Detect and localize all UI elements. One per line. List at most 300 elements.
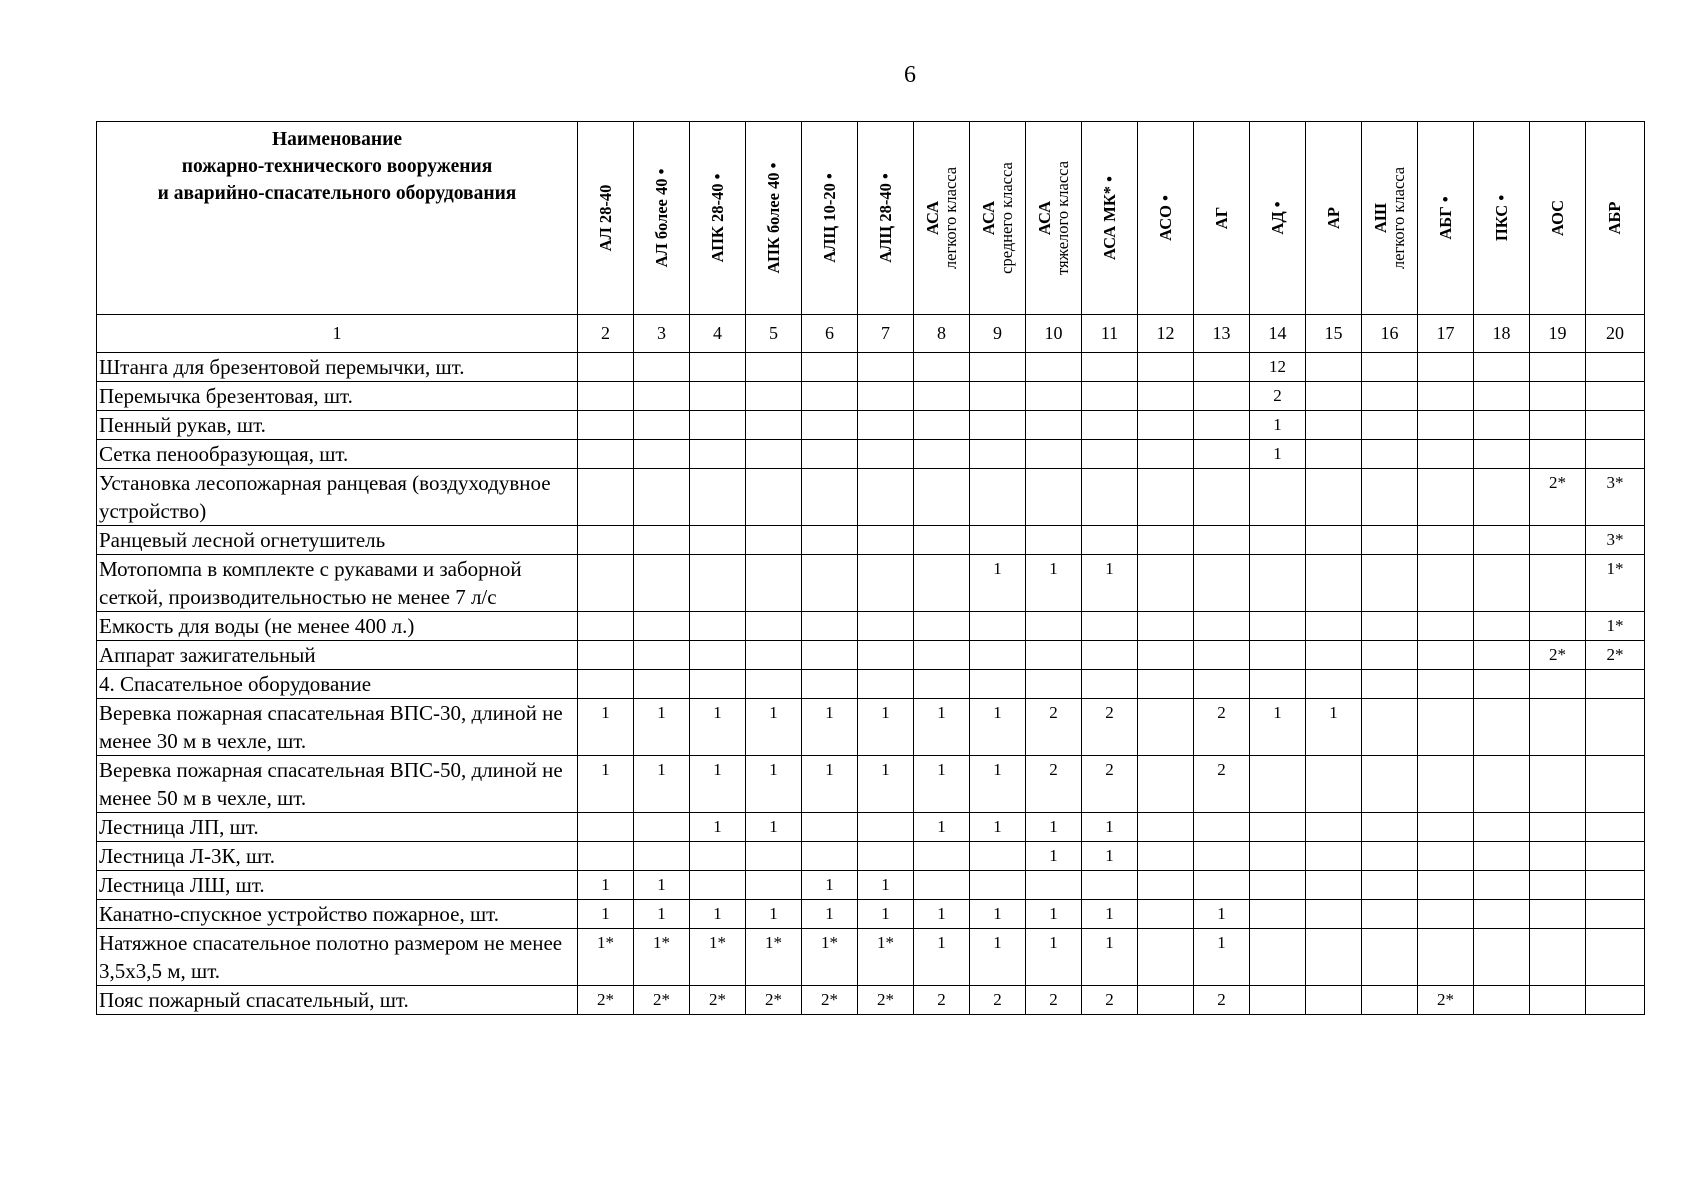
quantity-cell bbox=[1586, 986, 1645, 1015]
quantity-cell: 1 bbox=[634, 871, 690, 900]
vehicle-column-label-line: АЛЦ 10-20 • bbox=[819, 173, 839, 263]
column-number: 3 bbox=[634, 315, 690, 353]
vehicle-column-header bbox=[690, 122, 746, 315]
vehicle-column-header bbox=[802, 122, 858, 315]
quantity-cell bbox=[1418, 382, 1474, 411]
quantity-cell: 1 bbox=[802, 756, 858, 813]
quantity-cell bbox=[858, 555, 914, 612]
vehicle-column-label-line: АГ bbox=[1211, 206, 1231, 230]
quantity-cell bbox=[1306, 929, 1362, 986]
quantity-cell bbox=[1474, 670, 1530, 699]
quantity-cell: 1 bbox=[578, 699, 634, 756]
quantity-cell bbox=[970, 382, 1026, 411]
quantity-cell: 1 bbox=[858, 699, 914, 756]
quantity-cell: 1 bbox=[802, 900, 858, 929]
quantity-cell bbox=[1138, 813, 1194, 842]
quantity-cell bbox=[802, 411, 858, 440]
quantity-cell bbox=[1082, 469, 1138, 526]
quantity-cell: 1 bbox=[970, 699, 1026, 756]
quantity-cell bbox=[1362, 900, 1418, 929]
item-name: Штанга для брезентовой перемычки, шт. bbox=[97, 353, 578, 382]
quantity-cell: 2 bbox=[1026, 986, 1082, 1015]
vehicle-column-label-line: АСА bbox=[922, 200, 942, 236]
quantity-cell bbox=[1138, 929, 1194, 986]
quantity-cell bbox=[858, 440, 914, 469]
quantity-cell bbox=[1194, 440, 1250, 469]
quantity-cell bbox=[1474, 756, 1530, 813]
vehicle-column-label-line: АБР bbox=[1605, 201, 1624, 235]
vehicle-column-label bbox=[653, 169, 671, 268]
quantity-cell: 2* bbox=[746, 986, 802, 1015]
vehicle-column-header bbox=[634, 122, 690, 315]
quantity-cell bbox=[1530, 756, 1586, 813]
quantity-cell bbox=[1026, 382, 1082, 411]
quantity-cell bbox=[1362, 382, 1418, 411]
item-name: Пенный рукав, шт. bbox=[97, 411, 578, 440]
vehicle-column-label bbox=[1157, 195, 1175, 241]
column-number: 15 bbox=[1306, 315, 1362, 353]
page-number: 6 bbox=[904, 62, 916, 88]
quantity-cell: 1 bbox=[578, 900, 634, 929]
quantity-cell: 1 bbox=[1026, 900, 1082, 929]
quantity-cell bbox=[970, 612, 1026, 641]
table-row bbox=[97, 382, 1645, 411]
quantity-cell bbox=[1250, 756, 1306, 813]
quantity-cell bbox=[970, 871, 1026, 900]
table-body bbox=[97, 353, 1645, 1015]
quantity-cell bbox=[578, 641, 634, 670]
quantity-cell bbox=[1474, 555, 1530, 612]
quantity-cell bbox=[1474, 382, 1530, 411]
quantity-cell bbox=[1194, 641, 1250, 670]
section-title: 4. Спасательное оборудование bbox=[97, 670, 578, 699]
table-row bbox=[97, 871, 1645, 900]
quantity-cell bbox=[1250, 813, 1306, 842]
vehicle-column-label-line: АЛ более 40 • bbox=[651, 168, 671, 268]
header-row bbox=[97, 122, 1645, 315]
quantity-cell bbox=[1530, 353, 1586, 382]
table-row bbox=[97, 986, 1645, 1015]
quantity-cell bbox=[914, 641, 970, 670]
item-name: Пояс пожарный спасательный, шт. bbox=[97, 986, 578, 1015]
item-name: Лестница ЛШ, шт. bbox=[97, 871, 578, 900]
quantity-cell bbox=[1194, 842, 1250, 871]
quantity-cell bbox=[1362, 986, 1418, 1015]
quantity-cell bbox=[970, 440, 1026, 469]
quantity-cell bbox=[1194, 353, 1250, 382]
quantity-cell bbox=[1250, 670, 1306, 699]
quantity-cell bbox=[634, 411, 690, 440]
quantity-cell bbox=[746, 440, 802, 469]
quantity-cell bbox=[1362, 842, 1418, 871]
quantity-cell bbox=[1138, 641, 1194, 670]
column-number: 5 bbox=[746, 315, 802, 353]
quantity-cell bbox=[1474, 929, 1530, 986]
quantity-cell bbox=[1418, 353, 1474, 382]
quantity-cell: 2 bbox=[1194, 756, 1250, 813]
quantity-cell bbox=[1250, 555, 1306, 612]
quantity-cell bbox=[1082, 440, 1138, 469]
column-number: 16 bbox=[1362, 315, 1418, 353]
quantity-cell bbox=[858, 411, 914, 440]
quantity-cell bbox=[1474, 641, 1530, 670]
quantity-cell bbox=[634, 813, 690, 842]
quantity-cell: 2 bbox=[1194, 699, 1250, 756]
quantity-cell: 1 bbox=[1250, 411, 1306, 440]
quantity-cell bbox=[1586, 756, 1645, 813]
quantity-cell: 12 bbox=[1250, 353, 1306, 382]
quantity-cell bbox=[746, 526, 802, 555]
item-name: Веревка пожарная спасательная ВПС-50, длиной не менее 50 м в чехле, шт. bbox=[97, 756, 578, 813]
quantity-cell: 2* bbox=[1530, 641, 1586, 670]
quantity-cell bbox=[578, 813, 634, 842]
vehicle-column-header bbox=[1474, 122, 1530, 315]
quantity-cell bbox=[578, 526, 634, 555]
quantity-cell: 1* bbox=[802, 929, 858, 986]
quantity-cell: 1 bbox=[1082, 555, 1138, 612]
quantity-cell bbox=[578, 612, 634, 641]
quantity-cell bbox=[802, 353, 858, 382]
quantity-cell bbox=[1306, 353, 1362, 382]
vehicle-column-header bbox=[1026, 122, 1082, 315]
quantity-cell bbox=[1138, 612, 1194, 641]
quantity-cell: 1 bbox=[690, 900, 746, 929]
quantity-cell bbox=[690, 641, 746, 670]
quantity-cell bbox=[746, 555, 802, 612]
quantity-cell bbox=[1530, 699, 1586, 756]
quantity-cell bbox=[1194, 411, 1250, 440]
quantity-cell bbox=[1138, 526, 1194, 555]
quantity-cell bbox=[1418, 756, 1474, 813]
quantity-cell: 1 bbox=[970, 813, 1026, 842]
vehicle-column-label bbox=[709, 174, 727, 263]
quantity-cell bbox=[1082, 641, 1138, 670]
quantity-cell bbox=[1362, 526, 1418, 555]
quantity-cell bbox=[746, 842, 802, 871]
quantity-cell: 1 bbox=[634, 699, 690, 756]
quantity-cell: 2 bbox=[914, 986, 970, 1015]
quantity-cell bbox=[1306, 469, 1362, 526]
table-row bbox=[97, 555, 1645, 612]
quantity-cell: 1 bbox=[914, 813, 970, 842]
quantity-cell: 1 bbox=[970, 900, 1026, 929]
quantity-cell bbox=[1250, 641, 1306, 670]
vehicle-column-label-line: АЛЦ 28-40 • bbox=[875, 173, 895, 263]
quantity-cell bbox=[1250, 469, 1306, 526]
quantity-cell bbox=[1418, 641, 1474, 670]
vehicle-column-label-line: среднего класса bbox=[996, 162, 1016, 274]
quantity-cell: 2* bbox=[690, 986, 746, 1015]
quantity-cell: 1 bbox=[802, 871, 858, 900]
quantity-cell bbox=[1362, 440, 1418, 469]
vehicle-column-header bbox=[746, 122, 802, 315]
quantity-cell bbox=[1138, 871, 1194, 900]
quantity-cell bbox=[914, 382, 970, 411]
quantity-cell bbox=[1138, 986, 1194, 1015]
table-row bbox=[97, 842, 1645, 871]
quantity-cell bbox=[1082, 670, 1138, 699]
quantity-cell bbox=[802, 842, 858, 871]
quantity-cell bbox=[1138, 382, 1194, 411]
quantity-cell bbox=[1250, 986, 1306, 1015]
quantity-cell: 1 bbox=[914, 900, 970, 929]
quantity-cell bbox=[970, 670, 1026, 699]
quantity-cell bbox=[1474, 699, 1530, 756]
quantity-cell bbox=[690, 440, 746, 469]
item-name: Перемычка брезентовая, шт. bbox=[97, 382, 578, 411]
quantity-cell: 3* bbox=[1586, 469, 1645, 526]
column-number: 2 bbox=[578, 315, 634, 353]
item-name: Лестница Л-3К, шт. bbox=[97, 842, 578, 871]
quantity-cell bbox=[1586, 929, 1645, 986]
vehicle-column-label-line: АПК более 40 • bbox=[763, 162, 783, 274]
quantity-cell bbox=[1082, 353, 1138, 382]
vehicle-column-label-line: легкого класса bbox=[1388, 166, 1408, 270]
quantity-cell bbox=[578, 555, 634, 612]
name-header-line: пожарно-технического вооружения bbox=[181, 156, 493, 177]
quantity-cell: 1 bbox=[970, 756, 1026, 813]
vehicle-column-label bbox=[924, 167, 960, 269]
quantity-cell bbox=[1530, 813, 1586, 842]
quantity-cell: 1 bbox=[1082, 929, 1138, 986]
quantity-cell bbox=[802, 612, 858, 641]
quantity-cell bbox=[1026, 871, 1082, 900]
vehicle-column-label-line: АПК 28-40 • bbox=[707, 173, 727, 263]
vehicle-column-label-line: АСА bbox=[1034, 200, 1054, 236]
quantity-cell bbox=[858, 813, 914, 842]
quantity-cell bbox=[634, 382, 690, 411]
quantity-cell bbox=[578, 440, 634, 469]
quantity-cell bbox=[1306, 842, 1362, 871]
quantity-cell bbox=[802, 670, 858, 699]
quantity-cell bbox=[858, 526, 914, 555]
quantity-cell bbox=[1306, 900, 1362, 929]
column-number: 6 bbox=[802, 315, 858, 353]
quantity-cell: 1 bbox=[746, 900, 802, 929]
table-row bbox=[97, 353, 1645, 382]
quantity-cell bbox=[1138, 353, 1194, 382]
quantity-cell bbox=[1586, 411, 1645, 440]
quantity-cell bbox=[1362, 641, 1418, 670]
vehicle-column-header bbox=[1418, 122, 1474, 315]
quantity-cell bbox=[858, 612, 914, 641]
quantity-cell bbox=[1586, 813, 1645, 842]
quantity-cell bbox=[1082, 382, 1138, 411]
vehicle-column-header bbox=[970, 122, 1026, 315]
quantity-cell: 1 bbox=[634, 900, 690, 929]
quantity-cell bbox=[1586, 670, 1645, 699]
quantity-cell: 2* bbox=[802, 986, 858, 1015]
quantity-cell: 1 bbox=[914, 756, 970, 813]
quantity-cell: 1 bbox=[858, 756, 914, 813]
quantity-cell bbox=[1306, 555, 1362, 612]
column-number: 19 bbox=[1530, 315, 1586, 353]
quantity-cell: 1* bbox=[858, 929, 914, 986]
quantity-cell: 1 bbox=[858, 900, 914, 929]
quantity-cell bbox=[1418, 871, 1474, 900]
vehicle-column-header bbox=[578, 122, 634, 315]
quantity-cell bbox=[634, 469, 690, 526]
quantity-cell bbox=[1082, 612, 1138, 641]
quantity-cell bbox=[1306, 382, 1362, 411]
quantity-cell bbox=[1138, 756, 1194, 813]
vehicle-column-label-line: тяжелого класса bbox=[1052, 160, 1072, 276]
quantity-cell bbox=[690, 469, 746, 526]
vehicle-column-label-line: АСА bbox=[978, 200, 998, 236]
quantity-cell bbox=[578, 670, 634, 699]
quantity-cell bbox=[1530, 871, 1586, 900]
quantity-cell bbox=[1194, 526, 1250, 555]
quantity-cell bbox=[1530, 670, 1586, 699]
vehicle-column-header bbox=[1530, 122, 1586, 315]
quantity-cell bbox=[1418, 440, 1474, 469]
vehicle-column-label bbox=[1549, 200, 1567, 236]
quantity-cell bbox=[1362, 612, 1418, 641]
column-number: 9 bbox=[970, 315, 1026, 353]
section-row bbox=[97, 670, 1645, 699]
vehicle-column-label-line: АСА МК* • bbox=[1099, 176, 1119, 260]
item-name: Веревка пожарная спасательная ВПС-30, длиной не менее 30 м в чехле, шт. bbox=[97, 699, 578, 756]
quantity-cell bbox=[1194, 382, 1250, 411]
quantity-cell bbox=[578, 469, 634, 526]
quantity-cell: 1 bbox=[578, 871, 634, 900]
quantity-cell: 1 bbox=[1082, 842, 1138, 871]
quantity-cell bbox=[1362, 670, 1418, 699]
quantity-cell bbox=[1194, 612, 1250, 641]
quantity-cell bbox=[802, 469, 858, 526]
quantity-cell bbox=[1418, 900, 1474, 929]
quantity-cell: 1 bbox=[802, 699, 858, 756]
quantity-cell bbox=[1530, 929, 1586, 986]
item-name: Аппарат зажигательный bbox=[97, 641, 578, 670]
column-number: 20 bbox=[1586, 315, 1645, 353]
quantity-cell bbox=[1362, 469, 1418, 526]
quantity-cell bbox=[578, 842, 634, 871]
vehicle-column-label-line: АЛ 28-40 bbox=[595, 184, 615, 252]
quantity-cell: 2 bbox=[1194, 986, 1250, 1015]
quantity-cell bbox=[1474, 986, 1530, 1015]
quantity-cell bbox=[1194, 871, 1250, 900]
quantity-cell bbox=[1586, 842, 1645, 871]
quantity-cell bbox=[1418, 670, 1474, 699]
quantity-cell: 2 bbox=[1082, 756, 1138, 813]
vehicle-column-header bbox=[858, 122, 914, 315]
item-name: Лестница ЛП, шт. bbox=[97, 813, 578, 842]
vehicle-column-label-line: АР bbox=[1323, 207, 1343, 229]
vehicle-column-label-line: легкого класса bbox=[940, 166, 960, 270]
quantity-cell bbox=[1586, 900, 1645, 929]
quantity-cell bbox=[970, 641, 1026, 670]
column-number: 4 bbox=[690, 315, 746, 353]
item-name: Ранцевый лесной огнетушитель bbox=[97, 526, 578, 555]
quantity-cell bbox=[1138, 842, 1194, 871]
quantity-cell bbox=[634, 440, 690, 469]
vehicle-column-header bbox=[914, 122, 970, 315]
quantity-cell bbox=[1418, 555, 1474, 612]
vehicle-column-label bbox=[1213, 207, 1231, 229]
quantity-cell: 1 bbox=[1194, 929, 1250, 986]
vehicle-column-label bbox=[1036, 161, 1072, 275]
quantity-cell: 2* bbox=[858, 986, 914, 1015]
quantity-cell bbox=[1586, 382, 1645, 411]
quantity-cell bbox=[1362, 699, 1418, 756]
quantity-cell bbox=[1474, 813, 1530, 842]
item-name: Емкость для воды (не менее 400 л.) bbox=[97, 612, 578, 641]
quantity-cell bbox=[1082, 871, 1138, 900]
quantity-cell bbox=[1194, 813, 1250, 842]
quantity-cell: 1* bbox=[578, 929, 634, 986]
quantity-cell: 2* bbox=[1418, 986, 1474, 1015]
table-row bbox=[97, 929, 1645, 986]
quantity-cell bbox=[1138, 900, 1194, 929]
quantity-cell: 1 bbox=[746, 813, 802, 842]
quantity-cell bbox=[1194, 670, 1250, 699]
quantity-cell: 1 bbox=[858, 871, 914, 900]
quantity-cell bbox=[970, 469, 1026, 526]
table-row bbox=[97, 526, 1645, 555]
quantity-cell: 1 bbox=[690, 756, 746, 813]
quantity-cell bbox=[1418, 813, 1474, 842]
quantity-cell: 1 bbox=[914, 929, 970, 986]
quantity-cell bbox=[1362, 756, 1418, 813]
quantity-cell bbox=[1194, 469, 1250, 526]
quantity-cell bbox=[914, 612, 970, 641]
vehicle-column-label bbox=[1493, 195, 1511, 241]
quantity-cell bbox=[690, 670, 746, 699]
table-row bbox=[97, 411, 1645, 440]
vehicle-column-header bbox=[1586, 122, 1645, 315]
quantity-cell bbox=[1474, 440, 1530, 469]
quantity-cell bbox=[1026, 469, 1082, 526]
quantity-cell bbox=[1418, 411, 1474, 440]
quantity-cell bbox=[690, 612, 746, 641]
quantity-cell bbox=[1474, 900, 1530, 929]
column-number: 14 bbox=[1250, 315, 1306, 353]
quantity-cell bbox=[1194, 555, 1250, 612]
quantity-cell bbox=[1418, 612, 1474, 641]
quantity-cell bbox=[970, 842, 1026, 871]
quantity-cell bbox=[1250, 842, 1306, 871]
quantity-cell bbox=[1138, 440, 1194, 469]
quantity-cell bbox=[1418, 526, 1474, 555]
quantity-cell bbox=[634, 670, 690, 699]
quantity-cell bbox=[802, 382, 858, 411]
quantity-cell: 1 bbox=[746, 699, 802, 756]
quantity-cell bbox=[802, 813, 858, 842]
quantity-cell bbox=[914, 526, 970, 555]
quantity-cell: 2 bbox=[1082, 986, 1138, 1015]
vehicle-column-label bbox=[1269, 201, 1287, 234]
quantity-cell bbox=[1474, 526, 1530, 555]
quantity-cell bbox=[802, 641, 858, 670]
quantity-cell bbox=[1026, 353, 1082, 382]
quantity-cell bbox=[746, 411, 802, 440]
table-row bbox=[97, 469, 1645, 526]
quantity-cell: 2 bbox=[970, 986, 1026, 1015]
vehicle-column-label-line: АБГ • bbox=[1435, 196, 1455, 240]
item-name: Сетка пенообразующая, шт. bbox=[97, 440, 578, 469]
quantity-cell bbox=[1530, 382, 1586, 411]
vehicle-column-header bbox=[1138, 122, 1194, 315]
column-number: 13 bbox=[1194, 315, 1250, 353]
column-number-row bbox=[97, 315, 1645, 353]
table-row bbox=[97, 641, 1645, 670]
table-row bbox=[97, 440, 1645, 469]
vehicle-column-header bbox=[1194, 122, 1250, 315]
quantity-cell: 1 bbox=[634, 756, 690, 813]
quantity-cell bbox=[746, 469, 802, 526]
quantity-cell bbox=[1474, 469, 1530, 526]
